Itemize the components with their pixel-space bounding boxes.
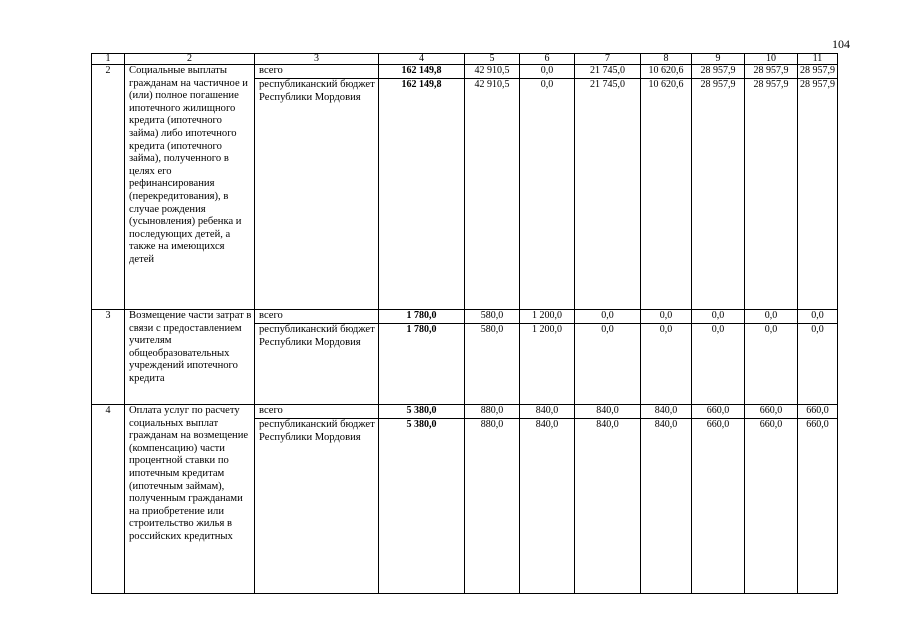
year-amount: 10 620,6 xyxy=(641,79,692,310)
budget-table xyxy=(91,53,838,594)
column-number-row xyxy=(92,54,838,65)
year-amount: 21 745,0 xyxy=(575,65,641,79)
total-amount: 1 780,0 xyxy=(379,310,465,324)
year-amount: 0,0 xyxy=(520,79,575,310)
year-amount: 28 957,9 xyxy=(692,65,745,79)
year-amount: 42 910,5 xyxy=(465,65,520,79)
page-number: 104 xyxy=(832,37,850,51)
year-amount: 880,0 xyxy=(465,419,520,594)
year-amount: 1 200,0 xyxy=(520,324,575,405)
column-number: 4 xyxy=(379,54,465,65)
year-amount: 840,0 xyxy=(520,419,575,594)
total-amount: 1 780,0 xyxy=(379,324,465,405)
column-number: 10 xyxy=(745,54,798,65)
year-amount: 660,0 xyxy=(745,419,798,594)
year-amount: 0,0 xyxy=(692,324,745,405)
year-amount: 660,0 xyxy=(798,405,838,419)
year-amount: 660,0 xyxy=(692,405,745,419)
year-amount: 660,0 xyxy=(745,405,798,419)
measure-name: Оплата услуг по расчету социальных выплат гражданам на возмещение (компенсацию) части процентной ставки по ипотечным кредитам (ипотечным займам), полученным гражданами на приобретение или строительство жилья в российских кредитных xyxy=(125,405,255,594)
year-amount: 28 957,9 xyxy=(798,65,838,79)
measure-name: Возмещение части затрат в связи с предоставлением учителям общеобразовательных учреждений ипотечного кредита xyxy=(125,310,255,405)
total-amount: 5 380,0 xyxy=(379,405,465,419)
total-amount: 162 149,8 xyxy=(379,79,465,310)
year-amount: 0,0 xyxy=(641,324,692,405)
column-number: 3 xyxy=(255,54,379,65)
column-number: 8 xyxy=(641,54,692,65)
year-amount: 0,0 xyxy=(575,310,641,324)
year-amount: 28 957,9 xyxy=(745,65,798,79)
funding-source: республиканский бюджет Республики Мордовия xyxy=(255,324,379,405)
year-amount: 0,0 xyxy=(745,310,798,324)
year-amount: 880,0 xyxy=(465,405,520,419)
year-amount: 840,0 xyxy=(520,405,575,419)
year-amount: 21 745,0 xyxy=(575,79,641,310)
funding-source: республиканский бюджет Республики Мордовия xyxy=(255,419,379,594)
year-amount: 580,0 xyxy=(465,310,520,324)
table-row xyxy=(92,310,838,324)
year-amount: 0,0 xyxy=(641,310,692,324)
row-number: 2 xyxy=(92,65,125,310)
year-amount: 0,0 xyxy=(575,324,641,405)
funding-source: всего xyxy=(255,310,379,324)
measure-name: Социальные выплаты гражданам на частичное и (или) полное погашение ипотечного жилищного кредита (ипотечного займа) либо ипотечного кредита (ипотечного займа), полученного в целях его рефинансирования (перекредитования), в случае рождения (усыновления) ребенка и последующих детей, а также на имеющихся детей xyxy=(125,65,255,310)
year-amount: 840,0 xyxy=(575,419,641,594)
year-amount: 1 200,0 xyxy=(520,310,575,324)
year-amount: 840,0 xyxy=(641,419,692,594)
row-number: 3 xyxy=(92,310,125,405)
column-number: 6 xyxy=(520,54,575,65)
year-amount: 28 957,9 xyxy=(798,79,838,310)
year-amount: 840,0 xyxy=(575,405,641,419)
row-number: 4 xyxy=(92,405,125,594)
column-number: 7 xyxy=(575,54,641,65)
year-amount: 660,0 xyxy=(692,419,745,594)
total-amount: 5 380,0 xyxy=(379,419,465,594)
column-number: 1 xyxy=(92,54,125,65)
year-amount: 0,0 xyxy=(798,324,838,405)
year-amount: 28 957,9 xyxy=(745,79,798,310)
table-row xyxy=(92,65,838,79)
year-amount: 580,0 xyxy=(465,324,520,405)
funding-source: всего xyxy=(255,405,379,419)
column-number: 2 xyxy=(125,54,255,65)
year-amount: 42 910,5 xyxy=(465,79,520,310)
year-amount: 660,0 xyxy=(798,419,838,594)
funding-source: республиканский бюджет Республики Мордовия xyxy=(255,79,379,310)
total-amount: 162 149,8 xyxy=(379,65,465,79)
table-row xyxy=(92,405,838,419)
year-amount: 0,0 xyxy=(520,65,575,79)
column-number: 11 xyxy=(798,54,838,65)
column-number: 5 xyxy=(465,54,520,65)
year-amount: 28 957,9 xyxy=(692,79,745,310)
year-amount: 0,0 xyxy=(798,310,838,324)
year-amount: 840,0 xyxy=(641,405,692,419)
year-amount: 0,0 xyxy=(745,324,798,405)
year-amount: 0,0 xyxy=(692,310,745,324)
year-amount: 10 620,6 xyxy=(641,65,692,79)
funding-source: всего xyxy=(255,65,379,79)
column-number: 9 xyxy=(692,54,745,65)
